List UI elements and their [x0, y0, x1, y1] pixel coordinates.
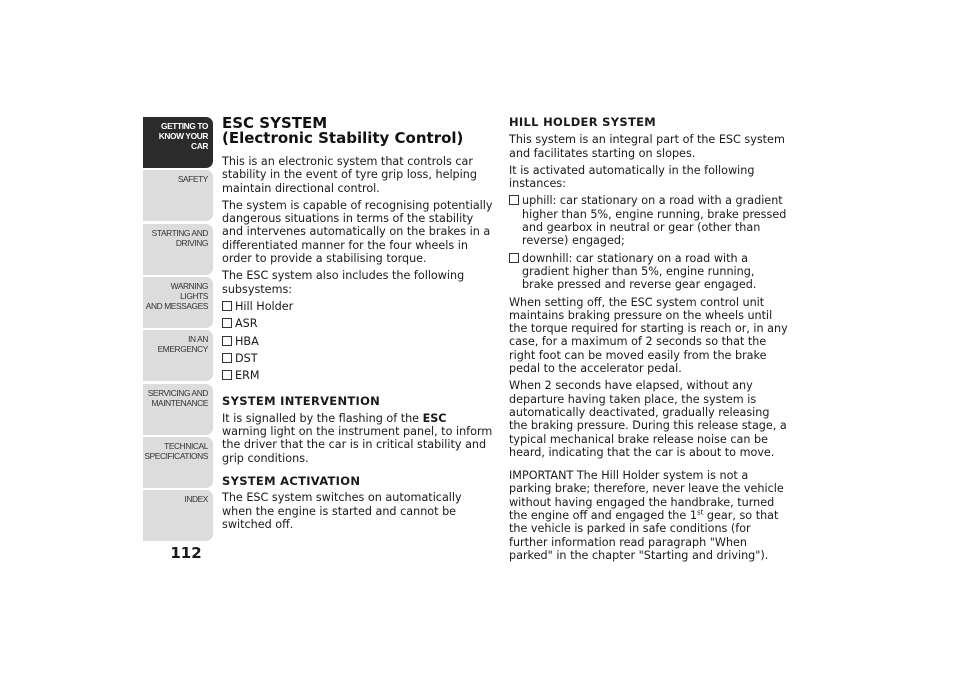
list-item: [509, 194, 789, 247]
list-item: [222, 352, 494, 365]
esc-label: ESC: [422, 411, 447, 425]
checkbox-bullet-icon: [222, 353, 232, 363]
chapter-tab[interactable]: [143, 224, 213, 275]
activation-paragraph: The ESC system switches on automatically when the engine is started and cannot be switched off.: [222, 491, 462, 531]
checkbox-bullet-icon: [509, 253, 519, 263]
instances-list: [509, 194, 789, 291]
list-item-text: ERM: [235, 369, 260, 383]
chapter-tab-label: IN AN EMERGENCY: [157, 334, 208, 355]
intro-paragraph: This is an electronic system that controls car stability in the event of tyre grip loss, helping maintain directional control.: [222, 155, 477, 195]
description-paragraph: The system is capable of recognising potentially dangerous situations in terms of the stability and intervenes automatically on the brakes in a differentiated manner for the four wheels in order to provide a stabilising torque.: [222, 198, 493, 266]
hill-holder-intro: This system is an integral part of the ESC system and facilitates starting on slopes.: [509, 133, 785, 160]
list-item: [222, 335, 494, 348]
list-item: [222, 300, 494, 313]
chapter-tab-label: SAFETY: [177, 174, 208, 185]
setting-off-paragraph: When setting off, the ESC system control unit maintains braking pressure on the wheels until the torque required for starting is reach or, in any case, for a maximum of 2 seconds so that the right foot can be moved easily from the brake pedal to the accelerator pedal.: [509, 295, 788, 376]
list-item-text: uphill: car stationary on a road with a gradient higher than 5%, engine running, brake pressed and gearbox in neutral or gear (other than reverse) engaged;: [522, 194, 787, 248]
hill-holder-heading: HILL HOLDER SYSTEM: [509, 115, 656, 129]
chapter-tab[interactable]: [143, 384, 213, 435]
chapter-tab[interactable]: [143, 277, 213, 328]
checkbox-bullet-icon: [222, 370, 232, 380]
list-item-text: DST: [235, 351, 258, 365]
chapter-tab-label: TECHNICAL SPECIFICATIONS: [144, 440, 208, 461]
page-number: 112: [170, 544, 202, 562]
chapter-tab[interactable]: [143, 437, 213, 488]
chapter-tab[interactable]: [143, 490, 213, 541]
chapter-tab-label: INDEX: [184, 494, 208, 505]
chapter-tab[interactable]: [143, 330, 213, 381]
chapter-tab[interactable]: [143, 170, 213, 221]
list-item-text: Hill Holder: [235, 299, 294, 313]
list-item: [222, 369, 494, 382]
list-item-text: downhill: car stationary on a road with a gradient higher than 5%, engine running, brake pressed and reverse gear engaged.: [522, 251, 757, 292]
chapter-tab-label: STARTING AND DRIVING: [151, 227, 208, 248]
activation-heading: SYSTEM ACTIVATION: [222, 473, 361, 488]
chapter-tab[interactable]: [143, 117, 213, 168]
important-note: IMPORTANT The Hill Holder system is not a parking brake; therefore, never leave the vehicle without having engaged the handbrake, turned the engine off and engaged the 1st gear, so that the vehicle is parked in safe conditions (for further information read paragraph "When parked" in the chapter "Starting and driving").: [509, 469, 784, 562]
list-item: [509, 252, 789, 292]
section-title-line2: (Electronic Stability Control): [222, 129, 464, 147]
checkbox-bullet-icon: [222, 301, 232, 311]
checkbox-bullet-icon: [222, 318, 232, 328]
section-title: [222, 116, 494, 146]
intervention-heading: SYSTEM INTERVENTION: [222, 394, 381, 409]
chapter-tab-label: WARNING LIGHTS AND MESSAGES: [145, 280, 208, 311]
section-title-line1: ESC SYSTEM: [222, 114, 328, 132]
subsystems-list: [222, 300, 494, 382]
list-item-text: HBA: [235, 334, 259, 348]
intervention-paragraph: It is signalled by the flashing of the ESC warning light on the instrument panel, to inform the driver that the car is in critical stability and grip conditions.: [222, 411, 493, 465]
chapter-tab-label: GETTING TO KNOW YOUR CAR: [158, 121, 208, 151]
checkbox-bullet-icon: [509, 195, 519, 205]
chapter-tab-label: SERVICING AND MAINTENANCE: [147, 387, 208, 408]
list-item: [222, 317, 494, 330]
activation-instances: It is activated automatically in the following instances:: [509, 163, 755, 191]
list-item-text: ASR: [235, 317, 258, 331]
deactivation-paragraph: When 2 seconds have elapsed, without any departure having taken place, the system is automatically deactivated, gradually releasing the braking pressure. During this release stage, a typical mechanical brake release noise can be heard, indicating that the car is about to move.: [509, 379, 787, 459]
left-column: [222, 116, 494, 535]
right-column: [509, 116, 789, 566]
subsystems-intro: The ESC system also includes the following subsystems:: [222, 269, 465, 296]
checkbox-bullet-icon: [222, 336, 232, 346]
